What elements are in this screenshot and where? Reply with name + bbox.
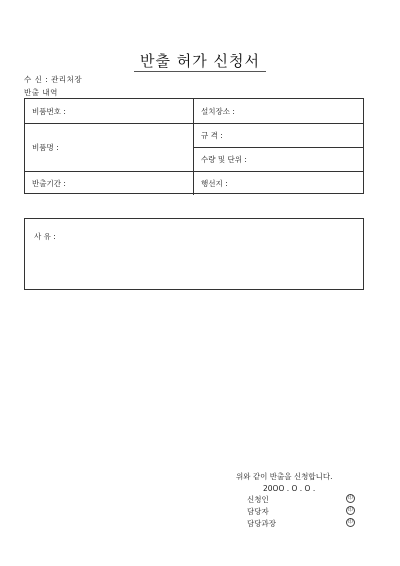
- item-number-field[interactable]: 비품번호 :: [32, 106, 66, 116]
- document-title: [0, 50, 400, 71]
- manager-seal-icon: 印: [347, 519, 353, 525]
- quantity-unit-field[interactable]: 수량 및 단위 :: [201, 155, 247, 164]
- install-location-field[interactable]: 설치장소 :: [201, 106, 235, 116]
- officer-seal-icon: 印: [347, 507, 353, 513]
- spec-field[interactable]: 규 격 :: [201, 131, 223, 140]
- reason-box[interactable]: [24, 218, 364, 290]
- applicant-label: 신청인: [247, 495, 269, 504]
- officer-label: 담당자: [247, 507, 269, 516]
- manager-label: 담당과장: [247, 519, 276, 528]
- document-title-text: 반출 허가 신청서: [134, 52, 266, 72]
- reason-label: 사 유 :: [34, 232, 56, 241]
- recipient-line: 수 신 : 관리처장: [24, 75, 83, 84]
- period-field[interactable]: 반출기간 :: [32, 178, 66, 188]
- date-text: 20OO . O . O .: [263, 484, 316, 493]
- item-name-field[interactable]: 비품명 :: [32, 143, 59, 152]
- applicant-seal-icon: 印: [347, 495, 353, 501]
- export-details-table: [24, 98, 364, 194]
- destination-field[interactable]: 행선지 :: [201, 178, 228, 188]
- section-label: 반출 내역: [24, 88, 58, 97]
- statement-text: 위와 같이 반출을 신청합니다.: [236, 472, 333, 481]
